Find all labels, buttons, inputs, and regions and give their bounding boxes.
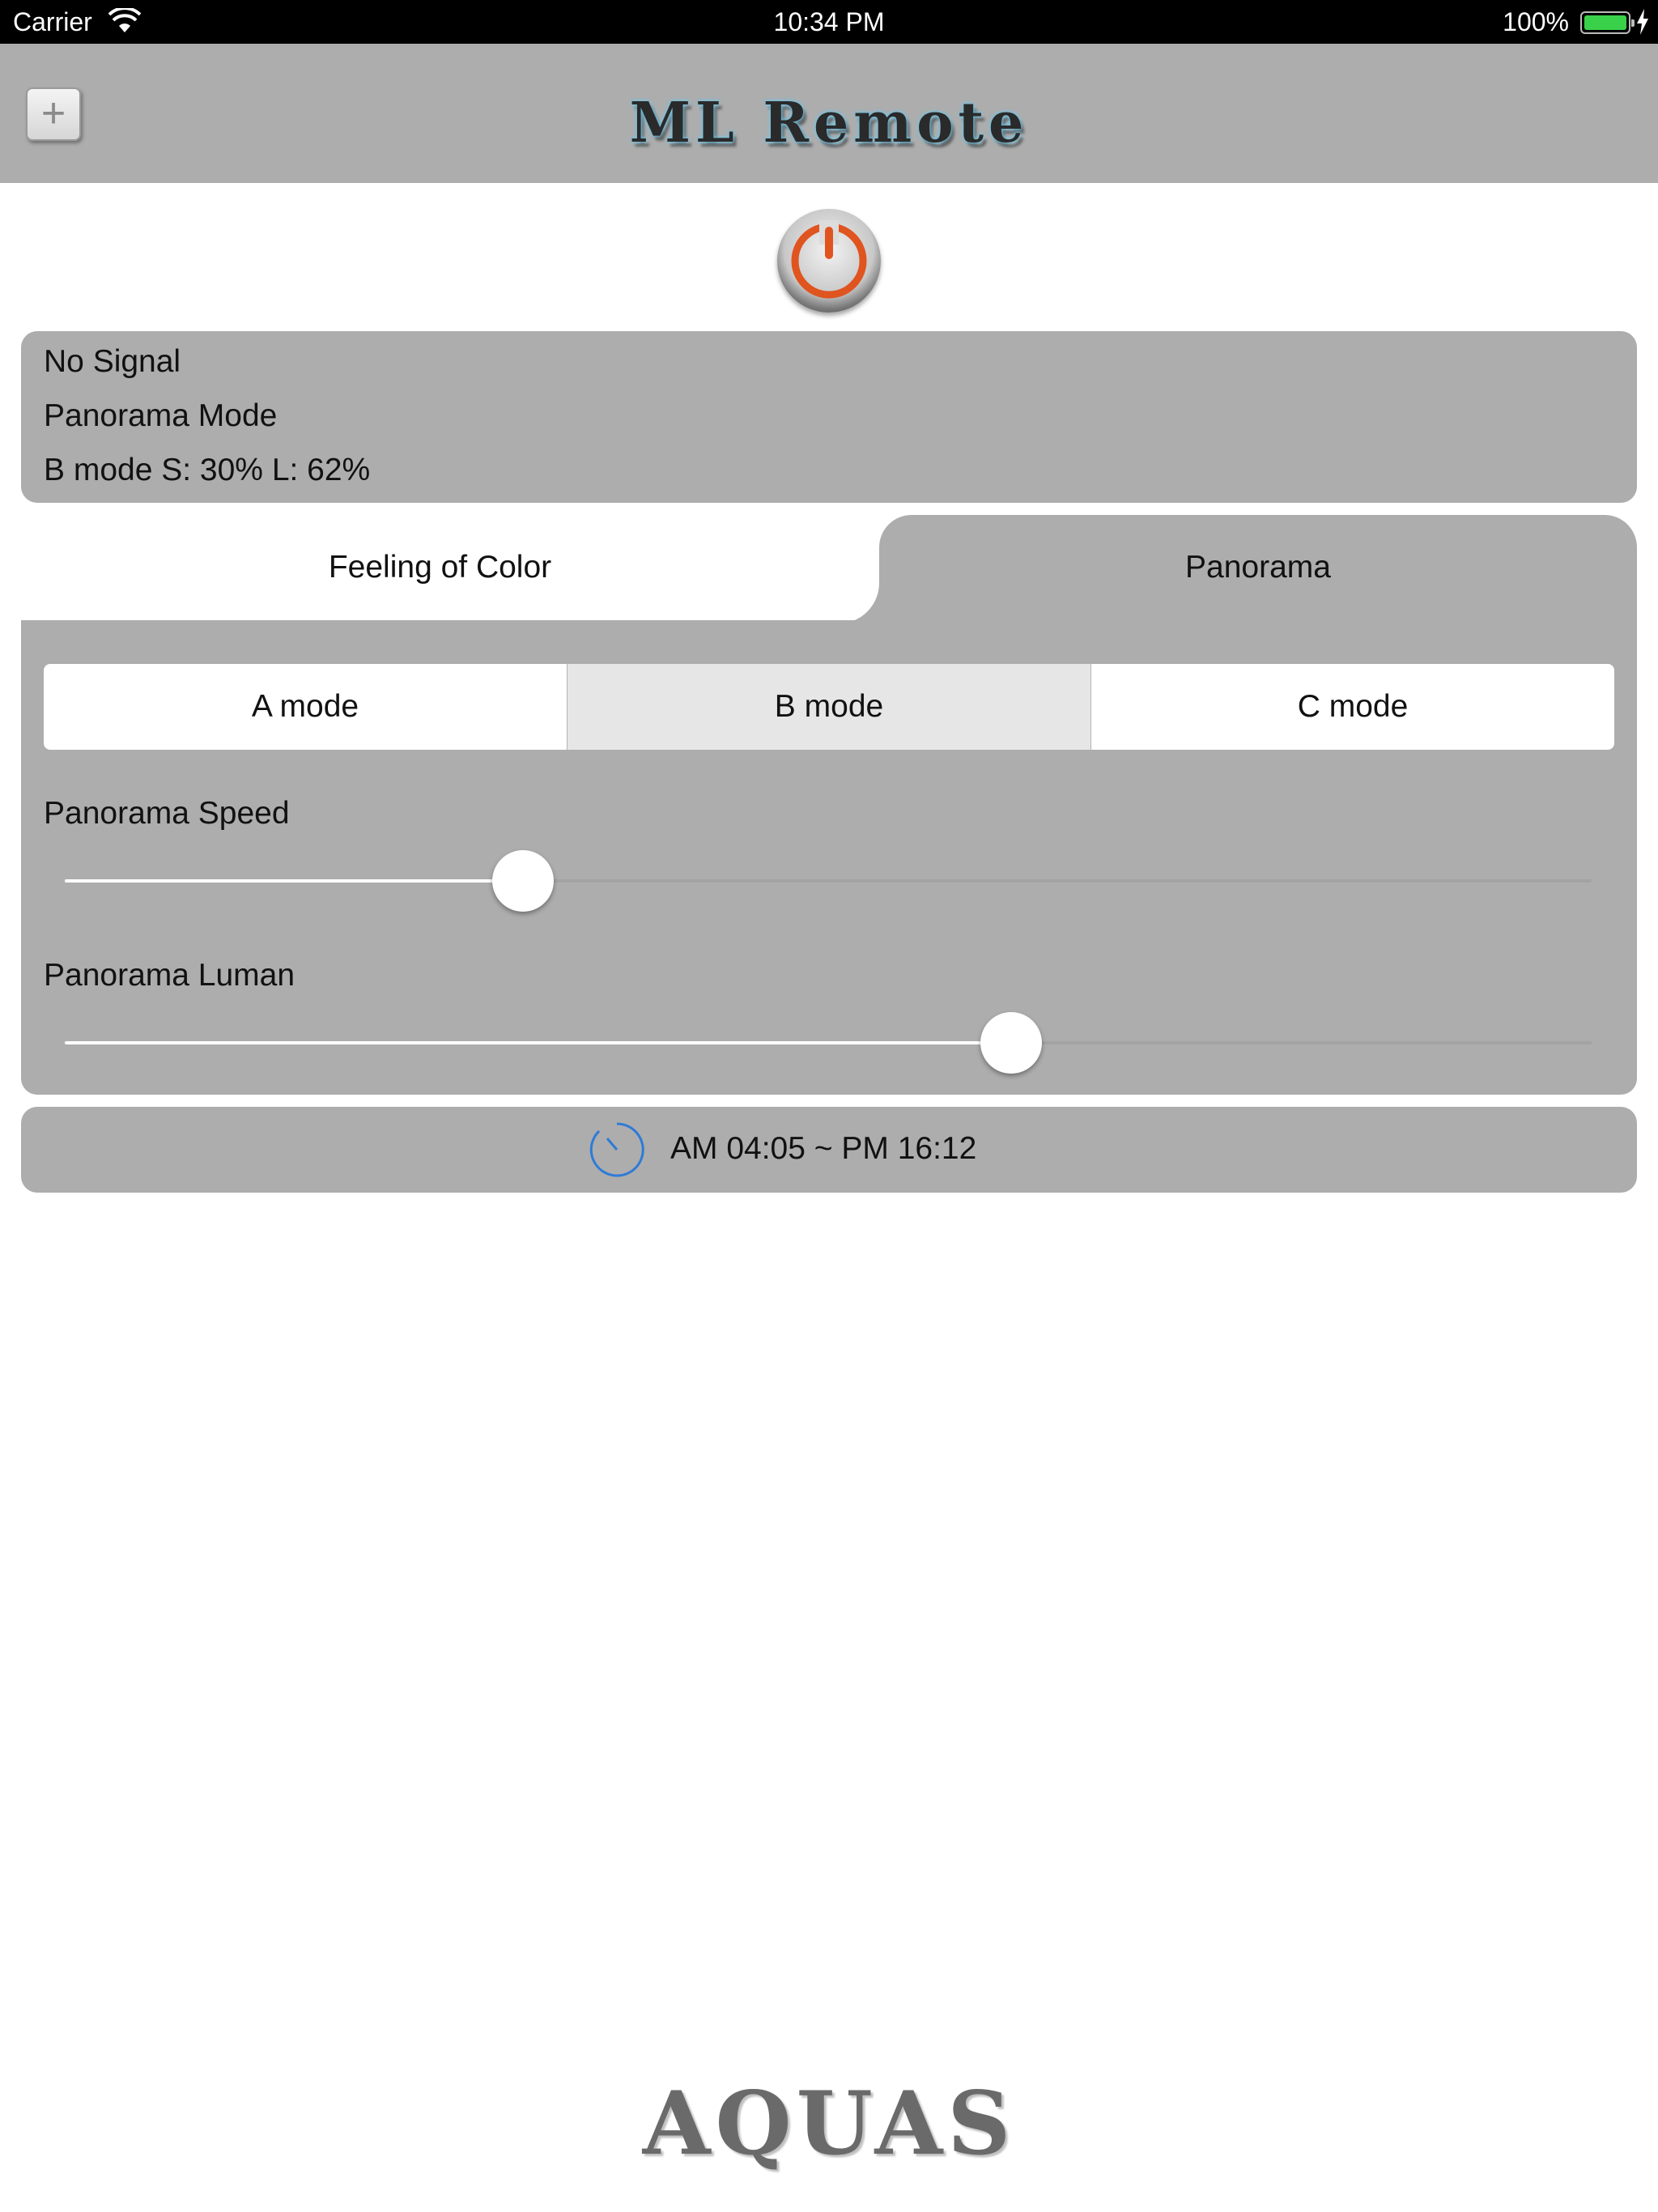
mode-a-button[interactable]: A mode [251,689,359,724]
luman-slider-fill [65,1041,1011,1044]
battery-icon [1580,11,1630,34]
power-button[interactable] [777,209,881,313]
tab-feeling-of-color[interactable]: Feeling of Color [328,550,552,585]
mode-status: Panorama Mode [44,398,278,433]
speed-slider-fill [65,879,523,883]
mode-segmented-control [44,664,1614,750]
mode-c-button[interactable]: C mode [1090,664,1614,750]
status-bar [0,0,1658,44]
mode-detail: B mode S: 30% L: 62% [44,453,371,487]
timer-icon [588,1121,646,1179]
timer-bar[interactable] [21,1107,1637,1193]
plus-icon: + [40,90,66,137]
luman-slider-thumb[interactable] [980,1012,1042,1074]
status-panel [21,331,1637,503]
power-icon [777,209,881,313]
luman-slider[interactable] [65,1041,1592,1044]
tab-notch [839,583,879,623]
tab-panorama[interactable]: Panorama [879,515,1637,620]
speed-slider-thumb[interactable] [492,850,554,912]
aquas-logo: AQUAS [642,2073,1016,2175]
nav-bar [0,44,1658,183]
clock: 10:34 PM [773,7,885,36]
carrier-label: Carrier [13,7,92,36]
app-title-logo: ML Remote [629,91,1029,155]
charging-icon [1635,9,1650,35]
luman-slider-label: Panorama Luman [44,958,295,993]
timer-schedule: AM 04:05 ~ PM 16:12 [670,1131,977,1166]
signal-status: No Signal [44,344,181,379]
mode-b-button[interactable]: B mode [567,664,1090,750]
speed-slider[interactable] [65,879,1592,883]
speed-slider-label: Panorama Speed [44,796,290,831]
battery-percent: 100% [1503,7,1569,36]
